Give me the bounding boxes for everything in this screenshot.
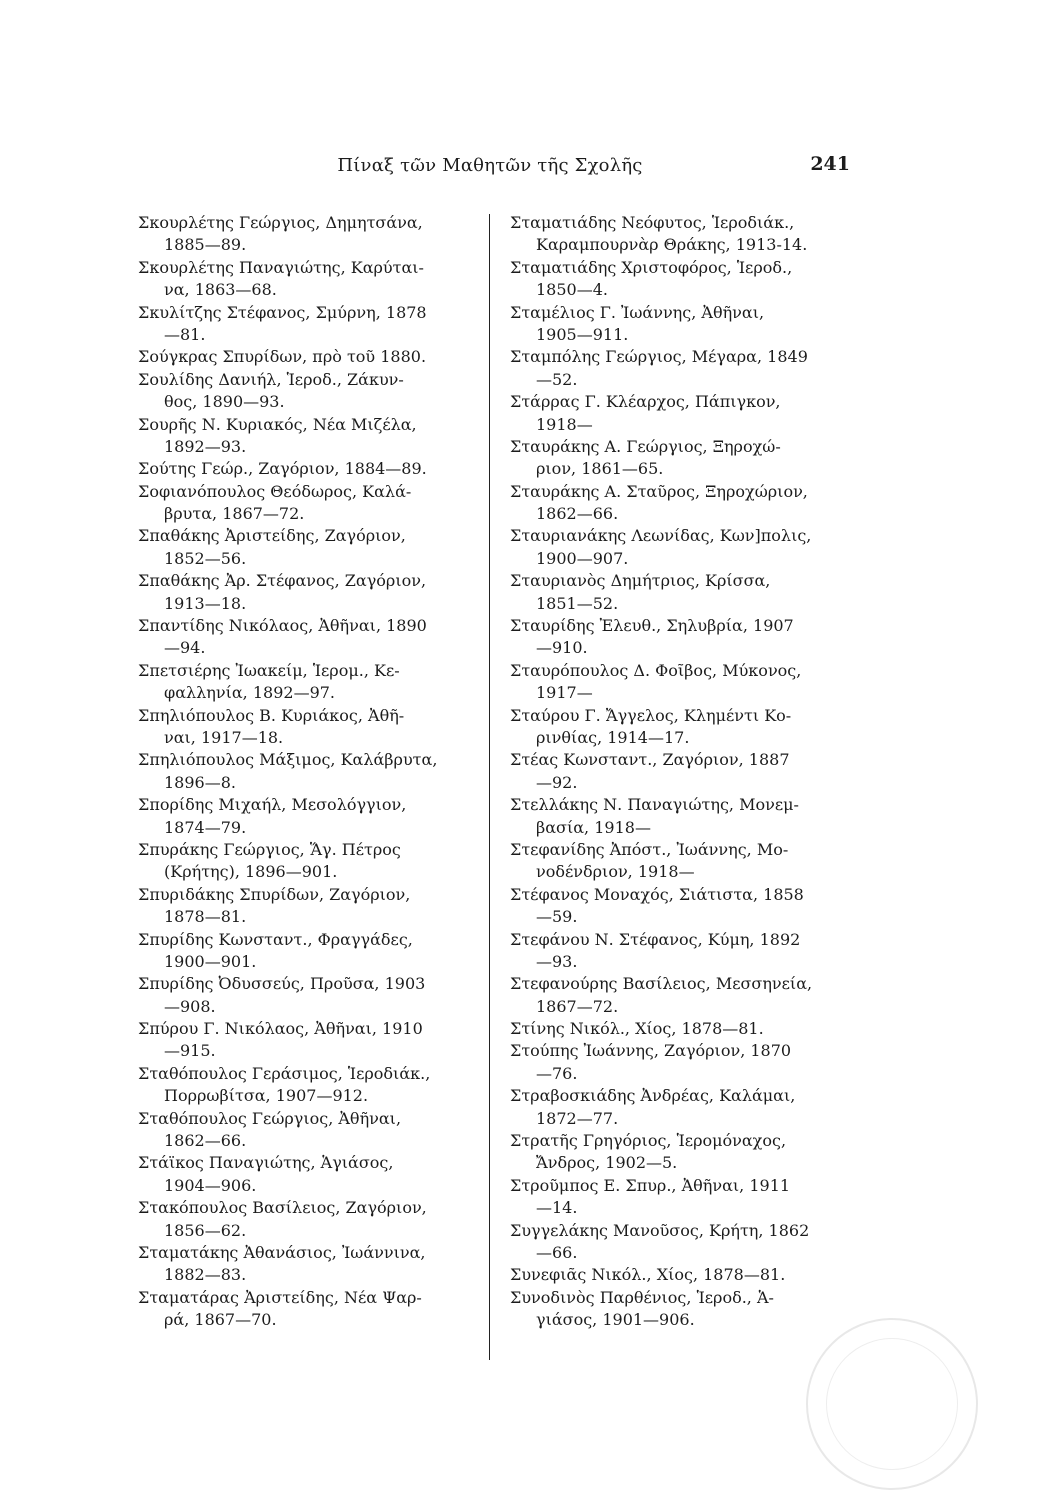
library-stamp-watermark <box>806 1318 978 1490</box>
entry-line: Στροῦμπος Ε. Σπυρ., Ἀθῆναι, 1911 <box>510 1175 791 1195</box>
entry-line: —52. <box>536 369 578 389</box>
entry-line: Σταμπόλης Γεώργιος, Μέγαρα, 1849 <box>510 347 808 367</box>
entry-line: —908. <box>164 996 216 1016</box>
entry-line: 1872—77. <box>536 1108 619 1128</box>
entry-line: 1862—66. <box>164 1131 247 1151</box>
entry-line: —910. <box>536 638 588 658</box>
column-divider <box>489 214 490 1360</box>
entry-line: βασία, 1918— <box>536 817 651 837</box>
entry-line: Στραβοσκιάδης Ἀνδρέας, Καλάμαι, <box>510 1086 796 1106</box>
entry-line: Σπυρίδης Ὀδυσσεύς, Προῦσα, 1903 <box>138 974 426 994</box>
entry-line: Στέας Κωνσταντ., Ζαγόριον, 1887 <box>510 750 790 770</box>
entry-line: —76. <box>536 1063 578 1083</box>
entry-line: Συνεφιᾶς Νικόλ., Χίος, 1878—81. <box>510 1265 786 1285</box>
left-column <box>138 212 488 1332</box>
entry-line: Σταυριανὸς Δημήτριος, Κρίσσα, <box>510 571 771 591</box>
entry-line: Στάρρας Γ. Κλέαρχος, Πάπιγκον, <box>510 392 781 412</box>
entry-line: Σταματάρας Ἀριστείδης, Νέα Ψαρ- <box>138 1287 422 1307</box>
entry-line: ρά, 1867—70. <box>164 1310 277 1330</box>
entry-line: Σπορίδης Μιχαήλ, Μεσολόγγιον, <box>138 795 407 815</box>
entry-line: Σπυριδάκης Σπυρίδων, Ζαγόριον, <box>138 884 411 904</box>
entry-line: Σκυλίτζης Στέφανος, Σμύρνη, 1878 <box>138 302 427 322</box>
entry-line: 1917— <box>536 683 593 703</box>
entry-line: να, 1863—68. <box>164 280 277 300</box>
entry-line: Σπηλιόπουλος Μάξιμος, Καλάβρυτα, <box>138 750 438 770</box>
entry-line: Σκουρλέτης Παναγιώτης, Καρύται- <box>138 257 424 277</box>
entry-line: Σπαθάκης Ἀριστείδης, Ζαγόριον, <box>138 526 406 546</box>
entry-line: Στρατῆς Γρηγόριος, Ἱερομόναχος, <box>510 1131 787 1151</box>
entry-line: Στούπης Ἰωάννης, Ζαγόριον, 1870 <box>510 1041 792 1061</box>
entry-line: Σταματιάδης Νεόφυτος, Ἱεροδιάκ., <box>510 213 795 232</box>
entry-line: (Κρήτης), 1896—901. <box>164 862 338 882</box>
entry-line: 1874—79. <box>164 817 247 837</box>
entry-line: 1852—56. <box>164 548 247 568</box>
entry-line: —915. <box>164 1041 216 1061</box>
entry-line: ρινθίας, 1914—17. <box>536 727 690 747</box>
entry-line: —93. <box>536 951 578 971</box>
entry-line: Σταυράκης Α. Σταῦρος, Ξηροχώριον, <box>510 481 808 501</box>
entry-line: 1885—89. <box>164 235 247 255</box>
entry-line: Σταυριανάκης Λεωνίδας, Κων]πολις, <box>510 526 812 546</box>
entry-line: Σούγκρας Σπυρίδων, πρὸ τοῦ 1880. <box>138 347 427 367</box>
entry-line: Στεφανίδης Ἀπόστ., Ἰωάννης, Μο- <box>510 839 789 859</box>
entry-line: θος, 1890—93. <box>164 392 285 412</box>
entry-line: γιάσος, 1901—906. <box>536 1310 695 1330</box>
entry-line: 1850—4. <box>536 280 608 300</box>
entry-line: —81. <box>164 324 206 344</box>
entry-line: Στεφανούρης Βασίλειος, Μεσσηνεία, <box>510 974 813 994</box>
entry-line: Σταθόπουλος Γεώργιος, Ἀθῆναι, <box>138 1108 402 1128</box>
entry-line: 1862—66. <box>536 504 619 524</box>
entry-line: Σκουρλέτης Γεώργιος, Δημητσάνα, <box>138 213 423 232</box>
entry-line: Σπυρίδης Κωνσταντ., Φραγγάδες, <box>138 929 413 949</box>
entry-line: Στέφανος Μοναχός, Σιάτιστα, 1858 <box>510 884 804 904</box>
entry-line: 1896—8. <box>164 772 236 792</box>
page-number: 241 <box>810 153 850 175</box>
entry-line: 1918— <box>536 414 593 434</box>
entry-line: Σταύρου Γ. Ἄγγελος, Κλημέντι Κο- <box>510 705 792 725</box>
entry-line: Σπηλιόπουλος Β. Κυριάκος, Ἀθῆ- <box>138 705 405 725</box>
entry-line: 1900—907. <box>536 548 629 568</box>
entry-line: 1900—901. <box>164 951 257 971</box>
right-column <box>510 212 855 1332</box>
entry-line: Σταυρόπουλος Δ. Φοῖβος, Μύκονος, <box>510 660 802 680</box>
entry-line: Σουρῆς Ν. Κυριακός, Νέα Μιζέλα, <box>138 414 417 434</box>
entry-line: Σπυράκης Γεώργιος, Ἅγ. Πέτρος <box>138 839 401 859</box>
entry-line: Σπαθάκης Ἀρ. Στέφανος, Ζαγόριον, <box>138 571 427 591</box>
entry-line: 1856—62. <box>164 1220 247 1240</box>
entry-line: Στεφάνου Ν. Στέφανος, Κύμη, 1892 <box>510 929 801 949</box>
entry-line: Στίνης Νικόλ., Χίος, 1878—81. <box>510 1019 764 1039</box>
entry-line: νοδένδριον, 1918— <box>536 862 695 882</box>
entry-line: Σταθόπουλος Γεράσιμος, Ἱεροδιάκ., <box>138 1063 431 1083</box>
entry-line: 1882—83. <box>164 1265 247 1285</box>
entry-line: 1904—906. <box>164 1175 257 1195</box>
entry-line: Σουλίδης Δανιήλ, Ἱεροδ., Ζάκυν- <box>138 369 404 389</box>
entry-line: Συγγελάκης Μανοῦσος, Κρήτη, 1862 <box>510 1220 810 1240</box>
entry-line: —94. <box>164 638 206 658</box>
entry-line: Σταυράκης Α. Γεώργιος, Ξηροχώ- <box>510 436 781 456</box>
entry-line: —66. <box>536 1242 578 1262</box>
entry-line: Συνοδινὸς Παρθένιος, Ἱεροδ., Ἁ- <box>510 1287 774 1307</box>
entry-line: —59. <box>536 907 578 927</box>
entry-line: Σταματάκης Ἀθανάσιος, Ἰωάννινα, <box>138 1242 426 1262</box>
entry-line: 1878—81. <box>164 907 247 927</box>
entry-line: Καραμπουρνὰρ Θράκης, 1913-14. <box>536 235 808 255</box>
entry-line: Πορρωβίτσα, 1907—912. <box>164 1086 369 1106</box>
entry-line: Στακόπουλος Βασίλειος, Ζαγόριον, <box>138 1198 427 1218</box>
entry-line: Στελλάκης Ν. Παναγιώτης, Μονεμ- <box>510 795 799 815</box>
entry-line: Σταματιάδης Χριστοφόρος, Ἱεροδ., <box>510 257 793 277</box>
entry-line: Σπύρου Γ. Νικόλαος, Ἀθῆναι, 1910 <box>138 1019 423 1039</box>
entry-line: βρυτα, 1867—72. <box>164 504 305 524</box>
entry-line: 1905—911. <box>536 324 629 344</box>
entry-line: Σπετσιέρης Ἰωακείμ, Ἱερομ., Κε- <box>138 660 400 680</box>
entry-line: φαλληνία, 1892—97. <box>164 683 336 703</box>
entry-line: Σοφιανόπουλος Θεόδωρος, Καλά- <box>138 481 412 501</box>
entry-line: ναι, 1917—18. <box>164 727 284 747</box>
entry-line: Στάϊκος Παναγιώτης, Ἁγιάσος, <box>138 1153 394 1173</box>
entry-line: Σπαντίδης Νικόλαος, Ἀθῆναι, 1890 <box>138 616 427 636</box>
entry-line: 1892—93. <box>164 436 247 456</box>
entry-line: —92. <box>536 772 578 792</box>
entry-line: Ἄνδρος, 1902—5. <box>536 1153 678 1173</box>
entry-line: 1913—18. <box>164 593 247 613</box>
page-header-title: Πίναξ τῶν Μαθητῶν τῆς Σχολῆς <box>337 155 643 176</box>
entry-line: Σταμέλιος Γ. Ἰωάννης, Ἀθῆναι, <box>510 302 765 322</box>
entry-line: ριον, 1861—65. <box>536 459 664 479</box>
entry-line: Σταυρίδης Ἐλευθ., Σηλυβρία, 1907 <box>510 616 794 636</box>
entry-line: —14. <box>536 1198 578 1218</box>
entry-line: 1851—52. <box>536 593 619 613</box>
entry-line: 1867—72. <box>536 996 619 1016</box>
entry-line: Σούτης Γεώρ., Ζαγόριον, 1884—89. <box>138 459 427 479</box>
